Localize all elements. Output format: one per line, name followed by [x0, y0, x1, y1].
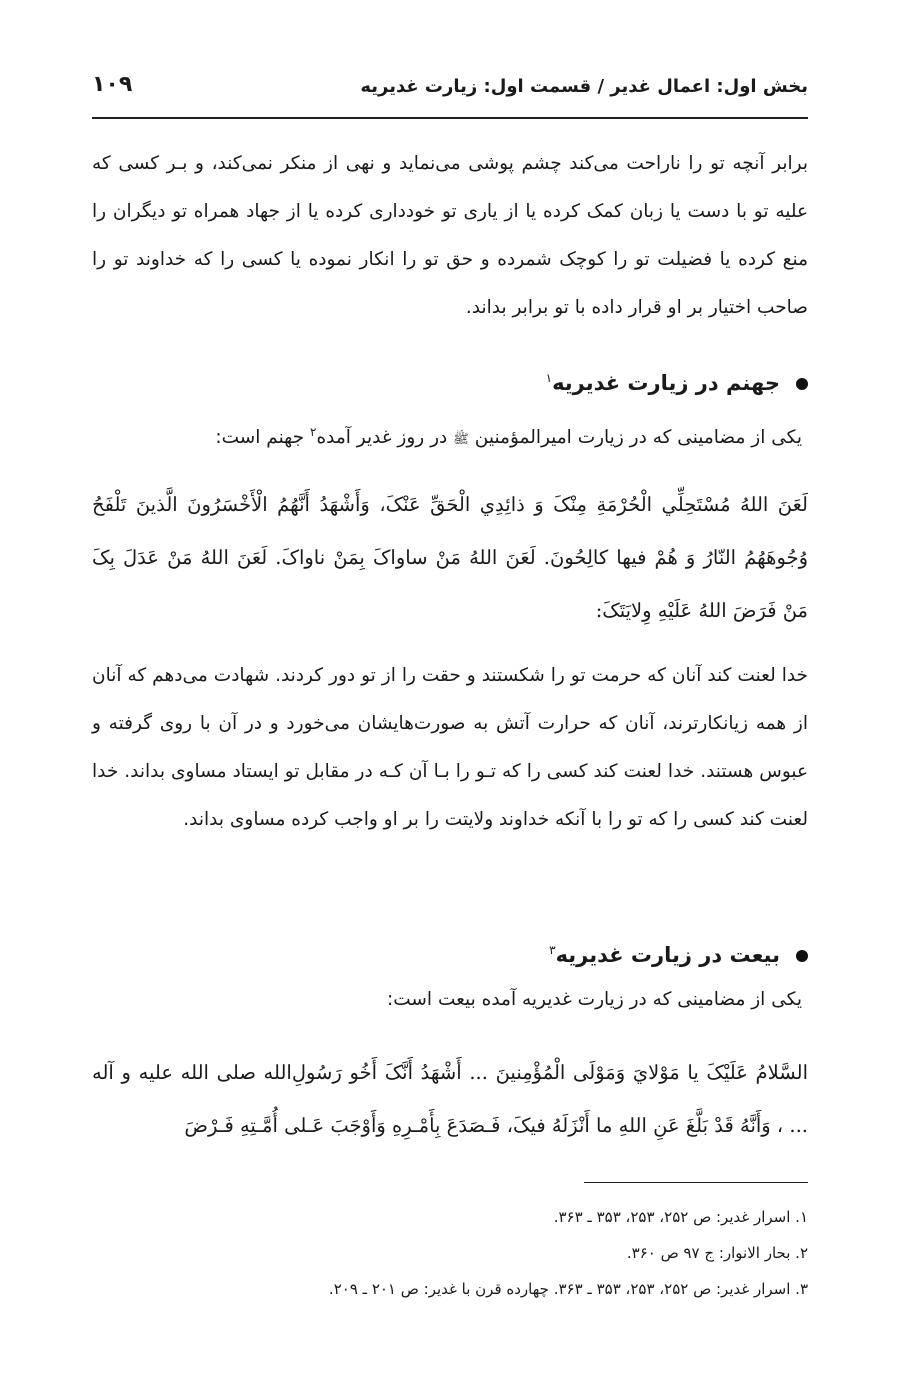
section-heading-hell-text: جهنم در زیارت غدیریه: [552, 371, 780, 395]
footnote-2: ۲. بحار الانوار: ج ۹۷ ص ۳۶۰.: [626, 1244, 808, 1262]
bullet-icon: [796, 950, 808, 962]
running-title: بخش اول: اعمال غدیر / قسمت اول: زیارت غدیریه: [360, 76, 808, 97]
footnote-ref-1: ۱: [545, 371, 553, 385]
footnote-1: ۱. اسرار غدیر: ص ۲۵۲، ۲۵۳، ۳۵۳ ـ ۳۶۳.: [553, 1208, 808, 1226]
section-heading-allegiance: [92, 930, 808, 975]
section1-intro-end: جهنم است:: [215, 427, 305, 449]
footnote-ref-2: ۲: [310, 425, 317, 439]
bullet-icon: [796, 378, 808, 390]
running-header: [92, 72, 808, 112]
book-page: [92, 0, 808, 1390]
translation-paragraph-1: خدا لعنت کند آنان که حرمت تو را شکستند و حقت را از تو دور کردند. شهادت می‌دهم که آنان از همه زیانکارترند، آنان که حرارت آتش به صورت‌هایشان می‌خورد و در آن با روی گرفته و عبوس هستند. خدا لعنت کند کسی را که تـو را بـا آن کـه در مقابل تو ایستاد مساوی بداند. خدا لعنت کند کسی را که تو را با آنکه خداوند ولایتت را بر او واجب کرده مساوی بداند.: [92, 665, 808, 830]
section1-intro: [92, 410, 808, 462]
footnote-ref-3: ۳: [549, 943, 556, 957]
section-heading-hell: [92, 358, 808, 403]
intro-paragraph: برابر آنچه تو را ناراحت می‌کند چشم پوشی می‌نماید و نهی از منکر نمی‌کند، و بـر کسی که علیه تو با دست یا زبان کمک کرده یا از یاری تو خودداری کرده یا از جهاد همراه تو دیگران را منع کرده یا فضیلت تو را کوچک شمرده و حق تو را انکار نموده یا کسی را که خداوند تو را صاحب اختیار بر او قرار داده با تو برابر بداند.: [92, 153, 808, 318]
section-heading-allegiance-text: بیعت در زیارت غدیریه: [555, 943, 780, 967]
honorific-glyph: ﷺ: [453, 432, 469, 448]
page-number: ۱۰۹: [92, 72, 133, 97]
arabic-quote-2: السَّلامُ عَلَيْکَ يا مَوْلايَ وَمَوْلَى الْمُؤْمِنينَ ... أَشْهَدُ أَنَّکَ أَخُو رَسُولِ‌الله صلی الله علیه و آله ... ، وَأَنَّهُ قَدْ بَلَّغَ عَنِ اللهِ ما أَنْزَلَهُ فيکَ، فَـصَدَعَ بِأَمْـرِهِ وَأَوْجَبَ عَـلى أُمَّـتِهِ فَـرْضَ: [92, 1061, 808, 1137]
section2-intro: یکی از مضامینی که در زیارت غدیریه آمده بیعت است:: [387, 989, 802, 1010]
arabic-quote-1: لَعَنَ اللهُ مُسْتَحِلِّي الْحُرْمَةِ مِنْکَ وَ ذائِدِي الْحَقِّ عَنْکَ، وَأَشْهَدُ أَنَّهُمُ الْأَخْسَرُونَ الَّذينَ تَلْفَحُ وُجُوهَهُمُ النّارُ وَ هُمْ فيها کالِحُونَ. لَعَنَ اللهُ مَنْ ساواکَ بِمَنْ ناواکَ. لَعَنَ اللهُ مَنْ عَدَلَ بِکَ مَنْ فَرَضَ اللهُ عَلَيْهِ وِلايَتَکَ:: [92, 493, 808, 622]
footnote-3: ۳. اسرار غدیر: ص ۲۵۲، ۲۵۳، ۳۵۳ ـ ۳۶۳. چهارده قرن با غدیر: ص ۲۰۱ ـ ۲۰۹.: [328, 1280, 808, 1298]
header-divider: [92, 117, 808, 119]
footnote-divider: [584, 1182, 808, 1183]
section1-intro-middle: در روز غدیر آمده: [316, 427, 448, 449]
section1-intro-text: یکی از مضامینی که در زیارت امیرالمؤمنین: [474, 427, 802, 449]
